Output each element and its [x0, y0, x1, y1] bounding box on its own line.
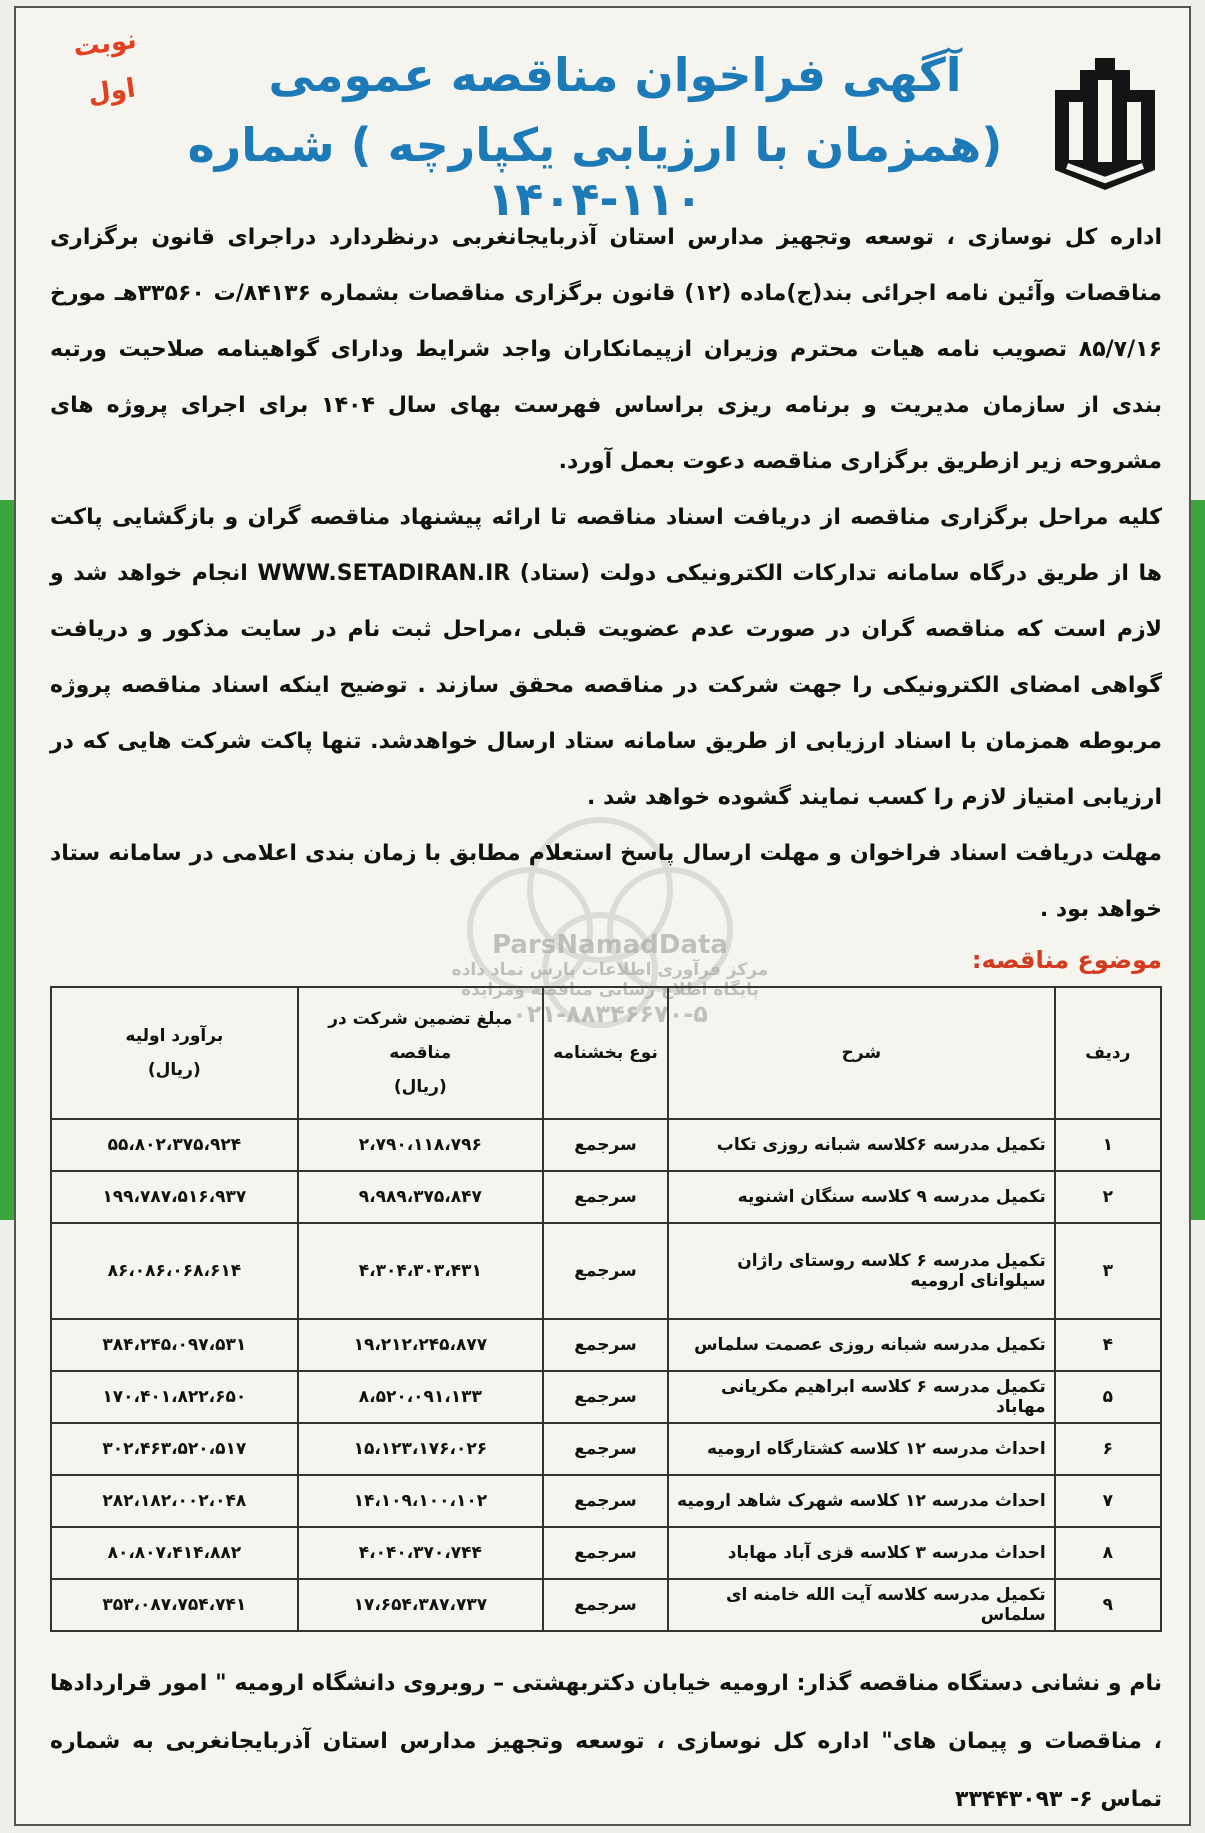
cell-estimate: ۳۵۳،۰۸۷،۷۵۴،۷۴۱: [51, 1579, 298, 1631]
cell-estimate: ۳۰۲،۴۶۳،۵۲۰،۵۱۷: [51, 1423, 298, 1475]
watermark-phone: ۰۲۱-۸۸۳۴۶۶۷۰-۵: [512, 1000, 708, 1028]
cell-guarantee: ۹،۹۸۹،۳۷۵،۸۴۷: [298, 1171, 543, 1223]
cell-guarantee: ۸،۵۲۰،۰۹۱،۱۳۳: [298, 1371, 543, 1423]
cell-estimate: ۸۰،۸۰۷،۴۱۴،۸۸۲: [51, 1527, 298, 1579]
cell-type: سرجمع: [543, 1527, 668, 1579]
paragraph-deadline: مهلت دریافت اسناد فراخوان و مهلت ارسال پاسخ استعلام مطابق با زمان بندی اعلامی در سامانه ستاد خواهد بود .: [50, 841, 1162, 922]
cell-type: سرجمع: [543, 1119, 668, 1171]
cell-type: سرجمع: [543, 1371, 668, 1423]
table-row: [51, 1475, 1161, 1527]
paragraph-intro: اداره کل نوسازی ، توسعه وتجهیز مدارس استان آذربایجانغربی درنظردارد دراجرای قانون برگزاری مناقصات وآئین نامه اجرائی بند(ج)ماده (۱۲) قانون برگزاری مناقصات بشماره ۸۴۱۳۶/ت ۳۳۵۶۰هـ مورخ ۸۵/۷/۱۶ تصویب نامه هیات محترم وزیران ازپیمانکاران واجد شرایط ودارای گواهینامه صلاحیت ورتبه بندی از سازمان مدیریت و برنامه ریزی براساس فهرست بهای سال ۱۴۰۴ برای اجرای پروژه های مشروحه زیر ازطریق برگزاری مناقصه دعوت بعمل آورد.: [50, 225, 1163, 474]
cell-type: سرجمع: [543, 1423, 668, 1475]
watermark-line-2: پایگاه اطلاع رسانی مناقصه ومزایده: [461, 980, 759, 1000]
table-row: [51, 1371, 1161, 1423]
cell-estimate: ۱۷۰،۴۰۱،۸۲۲،۶۵۰: [51, 1371, 298, 1423]
header-estimate-unit: (ریال): [147, 1060, 201, 1080]
cell-guarantee: ۱۷،۶۵۴،۳۸۷،۷۳۷: [298, 1579, 543, 1631]
cell-row-number: ۴: [1055, 1319, 1161, 1371]
subject-label: موضوع مناقصه:: [971, 946, 1162, 974]
cell-row-number: ۳: [1055, 1223, 1161, 1319]
cell-description: تکمیل مدرسه ۶کلاسه شبانه روزی تکاب: [668, 1119, 1055, 1171]
cell-description: تکمیل مدرسه کلاسه آیت الله خامنه ای سلماس: [668, 1579, 1055, 1631]
table-row: [51, 1579, 1161, 1631]
cell-description: احداث مدرسه ۳ کلاسه قزی آباد مهاباد: [668, 1527, 1055, 1579]
paragraph-process: [50, 490, 1162, 826]
header-estimate: [51, 987, 298, 1119]
cell-row-number: ۸: [1055, 1527, 1161, 1579]
cell-row-number: ۵: [1055, 1371, 1161, 1423]
right-green-stripe: [1191, 500, 1205, 1220]
contact-footer: نام و نشانی دستگاه مناقصه گذار: ارومیه خیابان دکتربهشتی – روبروی دانشگاه ارومیه " امور قراردادها ، مناقصات و پیمان های" اداره کل نوسازی ، توسعه وتجهیز مدارس استان آذربایجانغربی به شماره تماس ۶- ۳۳۴۴۳۰۹۳: [50, 1671, 1162, 1812]
school-renovation-logo-icon: [1045, 50, 1165, 195]
cell-type: سرجمع: [543, 1319, 668, 1371]
header-guarantee: [298, 987, 543, 1119]
cell-guarantee: ۴،۰۴۰،۳۷۰،۷۴۴: [298, 1527, 543, 1579]
header-type: نوع بخشنامه: [543, 987, 668, 1119]
cell-description: تکمیل مدرسه ۹ کلاسه سنگان اشنویه: [668, 1171, 1055, 1223]
tender-table: [50, 986, 1162, 1632]
cell-guarantee: ۲،۷۹۰،۱۱۸،۷۹۶: [298, 1119, 543, 1171]
announcement-body: [50, 210, 1162, 938]
cell-row-number: ۱: [1055, 1119, 1161, 1171]
title-line-2: (همزمان با ارزیابی یکپارچه ) شماره ۱۱۰-۱۴۰۴: [187, 118, 1003, 226]
cell-description: تکمیل مدرسه شبانه روزی عصمت سلماس: [668, 1319, 1055, 1371]
table-row: [51, 1319, 1161, 1371]
table-row: [51, 1171, 1161, 1223]
cell-estimate: ۵۵،۸۰۲،۳۷۵،۹۲۴: [51, 1119, 298, 1171]
process-text-after: انجام خواهد شد و لازم است که مناقصه گران در صورت عدم عضویت قبلی ،مراحل ثبت نام در سایت مذکور و دریافت گواهی امضای الکترونیکی را جهت شرکت در مناقصه محقق سازند . توضیح اینکه اسناد مناقصه پروژه مربوطه همزمان با اسناد ارزیابی از طریق سامانه ستاد ارسال خواهدشد. تنها پاکت شرکت هایی که در ارزیابی امتیاز لازم را کسب نمایند گشوده خواهد شد .: [50, 561, 1162, 810]
cell-guarantee: ۴،۳۰۴،۳۰۳،۴۳۱: [298, 1223, 543, 1319]
title-line-1: آگهی فراخوان مناقصه عمومی: [268, 48, 962, 102]
cell-guarantee: ۱۹،۲۱۲،۲۴۵،۸۷۷: [298, 1319, 543, 1371]
table-row: [51, 1527, 1161, 1579]
process-text-before: کلیه مراحل برگزاری مناقصه از دریافت اسناد مناقصه تا ارائه پیشنهاد مناقصه گران و بازگشایی پاکت ها از طریق درگاه سامانه تدارکات الکترونیکی دولت (ستاد): [50, 505, 1162, 586]
cell-description: تکمیل مدرسه ۶ کلاسه ابراهیم مکریانی مهاباد: [668, 1371, 1055, 1423]
table-row: [51, 1119, 1161, 1171]
cell-guarantee: ۱۵،۱۲۳،۱۷۶،۰۲۶: [298, 1423, 543, 1475]
table-row: [51, 1223, 1161, 1319]
cell-description: تکمیل مدرسه ۶ کلاسه روستای راژان سیلوانای ارومیه: [668, 1223, 1055, 1319]
watermark-line-1: مرکز فرآوری اطلاعات پارس نماد داده: [451, 960, 769, 980]
header-estimate-label: برآورد اولیه: [125, 1026, 224, 1046]
cell-type: سرجمع: [543, 1579, 668, 1631]
header-guarantee-label: مبلغ تضمین شرکت در مناقصه: [328, 1009, 513, 1063]
cell-estimate: ۳۸۴،۲۴۵،۰۹۷،۵۳۱: [51, 1319, 298, 1371]
watermark-brand-name: ParsNamadData: [492, 930, 728, 960]
cell-estimate: ۸۶،۰۸۶،۰۶۸،۶۱۴: [51, 1223, 298, 1319]
setadiran-link[interactable]: WWW.SETADIRAN.IR: [257, 561, 511, 586]
header-guarantee-unit: (ریال): [393, 1077, 447, 1097]
table-header-row: [51, 987, 1161, 1119]
cell-description: احداث مدرسه ۱۲ کلاسه شهرک شاهد ارومیه: [668, 1475, 1055, 1527]
cell-type: سرجمع: [543, 1223, 668, 1319]
cell-row-number: ۷: [1055, 1475, 1161, 1527]
header-description: شرح: [668, 987, 1055, 1119]
cell-estimate: ۱۹۹،۷۸۷،۵۱۶،۹۳۷: [51, 1171, 298, 1223]
cell-estimate: ۲۸۲،۱۸۲،۰۰۲،۰۴۸: [51, 1475, 298, 1527]
cell-row-number: ۶: [1055, 1423, 1161, 1475]
cell-row-number: ۹: [1055, 1579, 1161, 1631]
cell-description: احداث مدرسه ۱۲ کلاسه کشتارگاه ارومیه: [668, 1423, 1055, 1475]
first-round-badge: نوبت اول: [71, 24, 139, 110]
cell-type: سرجمع: [543, 1475, 668, 1527]
cell-row-number: ۲: [1055, 1171, 1161, 1223]
cell-guarantee: ۱۴،۱۰۹،۱۰۰،۱۰۲: [298, 1475, 543, 1527]
header-row-number: ردیف: [1055, 987, 1161, 1119]
table-row: [51, 1423, 1161, 1475]
left-green-stripe: [0, 500, 14, 1220]
cell-type: سرجمع: [543, 1171, 668, 1223]
